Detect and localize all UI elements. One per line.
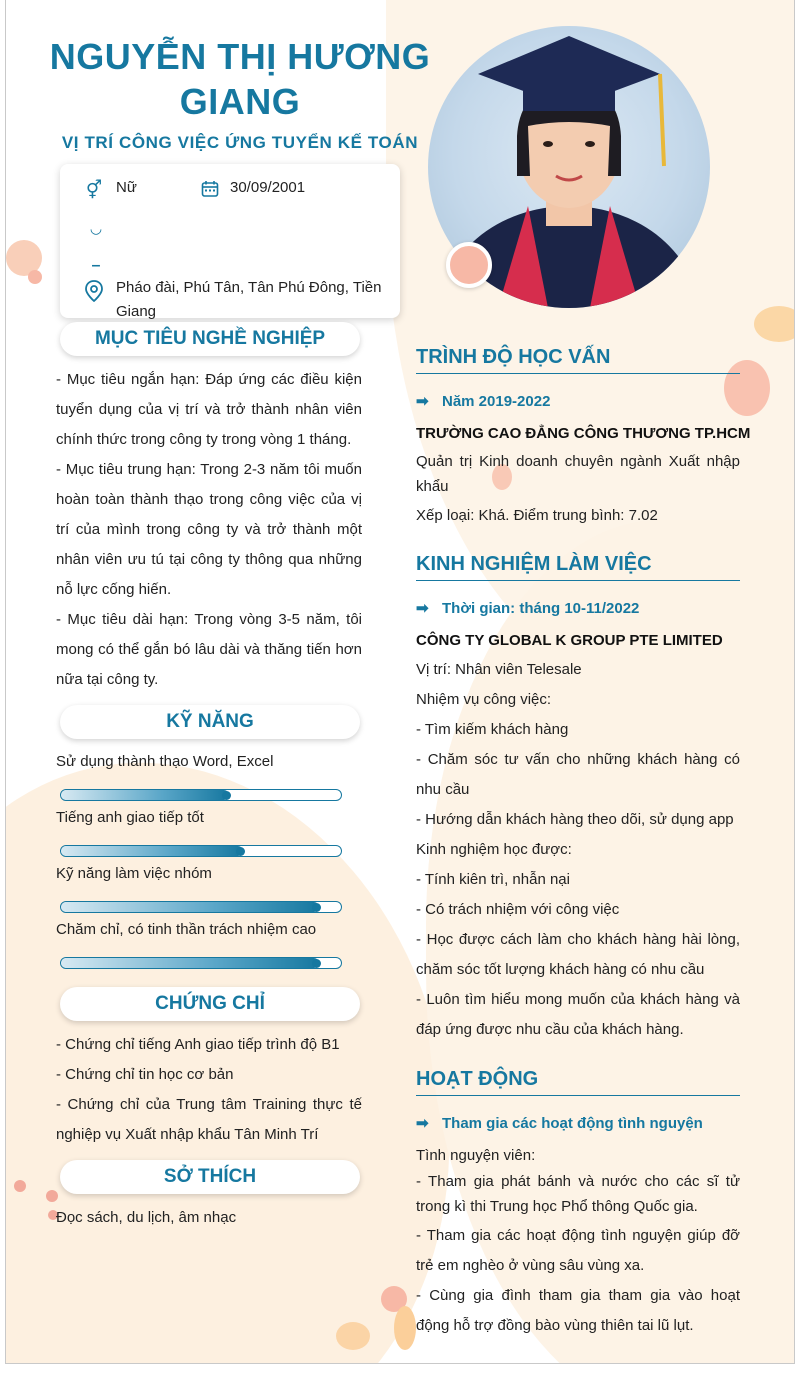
objective-heading: MỤC TIÊU NGHỀ NGHIỆP bbox=[60, 322, 360, 356]
decor-dot bbox=[28, 270, 42, 284]
education-major: Quản trị Kinh doanh chuyên ngành Xuất nhập khẩu bbox=[416, 453, 740, 495]
skill-label: Sử dụng thành thạo Word, Excel bbox=[56, 753, 274, 770]
skill-fill bbox=[61, 846, 243, 856]
activities-line: - Tham gia phát bánh và nước cho các sĩ tử trong kì thi Trung học Phổ thông Quốc gia. bbox=[416, 1173, 740, 1215]
skill-bar bbox=[60, 901, 342, 913]
cert-item: - Chứng chỉ của Trung tâm Training thực tế nghiệp vụ Xuất nhập khẩu Tân Minh Trí bbox=[56, 1096, 362, 1143]
gender-icon: ⚥ bbox=[85, 180, 103, 200]
experience-line: - Tìm kiếm khách hàng bbox=[416, 721, 569, 738]
phone-icon: ◡ bbox=[89, 220, 103, 236]
arrow-right-icon: ➡ bbox=[416, 600, 429, 617]
education-details bbox=[416, 449, 740, 531]
skill-bar bbox=[60, 845, 342, 857]
skills-heading: KỸ NĂNG bbox=[60, 705, 360, 739]
name-line-1: NGUYỄN THỊ HƯƠNG bbox=[49, 36, 431, 77]
skill-label: Chăm chỉ, có tinh thần trách nhiệm cao bbox=[56, 921, 317, 938]
decor-dot bbox=[394, 1306, 416, 1350]
decor-dot bbox=[14, 1180, 26, 1192]
education-heading: TRÌNH ĐỘ HỌC VẤN bbox=[416, 346, 740, 374]
experience-period bbox=[416, 599, 639, 617]
dob-value: 30/09/2001 bbox=[230, 179, 306, 196]
experience-line: - Hướng dẫn khách hàng theo dõi, sử dụng app bbox=[416, 811, 734, 828]
experience-line: - Luôn tìm hiểu mong muốn của khách hàng và đáp ứng được nhu cầu của khách hàng. bbox=[416, 991, 740, 1038]
experience-heading: KINH NGHIỆM LÀM VIỆC bbox=[416, 553, 740, 581]
arrow-right-icon: ➡ bbox=[416, 1115, 429, 1132]
cert-item: - Chứng chỉ tin học cơ bản bbox=[56, 1066, 234, 1083]
activities-details bbox=[416, 1143, 740, 1341]
decor-dot bbox=[336, 1322, 370, 1350]
activities-line: - Cùng gia đình tham gia tham gia vào hoạt động hỗ trợ đồng bào vùng thiên tai lũ lụt. bbox=[416, 1287, 740, 1334]
education-period-text: Năm 2019-2022 bbox=[442, 393, 551, 410]
location-icon bbox=[84, 280, 104, 300]
skill-fill bbox=[61, 958, 319, 968]
activities-line: - Tham gia các hoạt động tình nguyện giúp đỡ trẻ em nghèo ở vùng sâu vùng xa. bbox=[416, 1227, 740, 1274]
hobby-heading: SỞ THÍCH bbox=[60, 1160, 360, 1194]
contact-card bbox=[60, 164, 400, 318]
experience-line: Nhiệm vụ công việc: bbox=[416, 691, 552, 708]
calendar-icon bbox=[200, 180, 220, 200]
skill-label: Tiếng anh giao tiếp tốt bbox=[56, 809, 204, 826]
skill-fill bbox=[61, 790, 229, 800]
activities-subheading-text: Tham gia các hoạt động tình nguyện bbox=[442, 1115, 703, 1132]
experience-line: - Có trách nhiệm với công việc bbox=[416, 901, 620, 918]
experience-line: Kinh nghiệm học được: bbox=[416, 841, 572, 858]
experience-line: - Tính kiên trì, nhẫn nại bbox=[416, 871, 570, 888]
activities-role: Tình nguyện viên: bbox=[416, 1147, 536, 1164]
skill-bar bbox=[60, 957, 342, 969]
skill-bar bbox=[60, 789, 342, 801]
cert-item: - Chứng chỉ tiếng Anh giao tiếp trình độ B1 bbox=[56, 1036, 340, 1053]
activities-heading: HOẠT ĐỘNG bbox=[416, 1068, 740, 1096]
hobby-text bbox=[56, 1203, 362, 1233]
objective-text bbox=[56, 365, 362, 695]
email-icon: ▁ bbox=[92, 256, 100, 267]
objective-long: - Mục tiêu dài hạn: Trong vòng 3-5 năm, tôi mong có thể gắn bó lâu dài và thăng tiến hơn nữa tại công ty. bbox=[56, 611, 362, 688]
arrow-right-icon: ➡ bbox=[416, 393, 429, 410]
experience-line: - Học được cách làm cho khách hàng hài lòng, chăm sóc tốt lượng khách hàng có nhu cầu bbox=[416, 931, 740, 978]
activities-subheading bbox=[416, 1114, 703, 1132]
experience-line: - Chăm sóc tư vấn cho những khách hàng có nhu cầu bbox=[416, 751, 740, 798]
education-period bbox=[416, 392, 550, 410]
experience-details bbox=[416, 655, 740, 1045]
candidate-name bbox=[40, 34, 440, 124]
skill-label: Kỹ năng làm việc nhóm bbox=[56, 865, 212, 882]
decor-dot bbox=[46, 1190, 58, 1202]
experience-line: Vị trí: Nhân viên Telesale bbox=[416, 661, 582, 678]
experience-company: CÔNG TY GLOBAL K GROUP PTE LIMITED bbox=[416, 632, 723, 649]
job-title: VỊ TRÍ CÔNG VIỆC ỨNG TUYỂN KẾ TOÁN bbox=[61, 133, 419, 152]
experience-period-text: Thời gian: tháng 10-11/2022 bbox=[442, 600, 640, 617]
certs-heading: CHỨNG CHỈ bbox=[60, 987, 360, 1021]
education-school: TRƯỜNG CAO ĐẲNG CÔNG THƯƠNG TP.HCM bbox=[416, 425, 751, 442]
decor-dot bbox=[754, 306, 795, 342]
avatar-accent-dot bbox=[446, 242, 492, 288]
hobby-value: Đọc sách, du lịch, âm nhạc bbox=[56, 1209, 237, 1226]
address-value: Pháo đài, Phú Tân, Tân Phú Đông, Tiền Giang bbox=[116, 279, 382, 320]
gender-value: Nữ bbox=[116, 179, 137, 196]
name-line-2: GIANG bbox=[179, 81, 301, 122]
education-grade: Xếp loại: Khá. Điểm trung bình: 7.02 bbox=[416, 507, 658, 524]
objective-short: - Mục tiêu ngắn hạn: Đáp ứng các điều kiện tuyển dụng của vị trí và trở thành nhân viên chính thức trong công ty trong vòng 1 tháng. bbox=[56, 371, 362, 448]
objective-mid: - Mục tiêu trung hạn: Trong 2-3 năm tôi muốn hoàn toàn thành thạo trong công việc của vị trí của mình trong công ty và trở thành một nhân viên ưu tú tại công ty thông qua những nỗ lực cống hiến. bbox=[56, 461, 362, 598]
skill-fill bbox=[61, 902, 319, 912]
certs-list bbox=[56, 1030, 362, 1150]
